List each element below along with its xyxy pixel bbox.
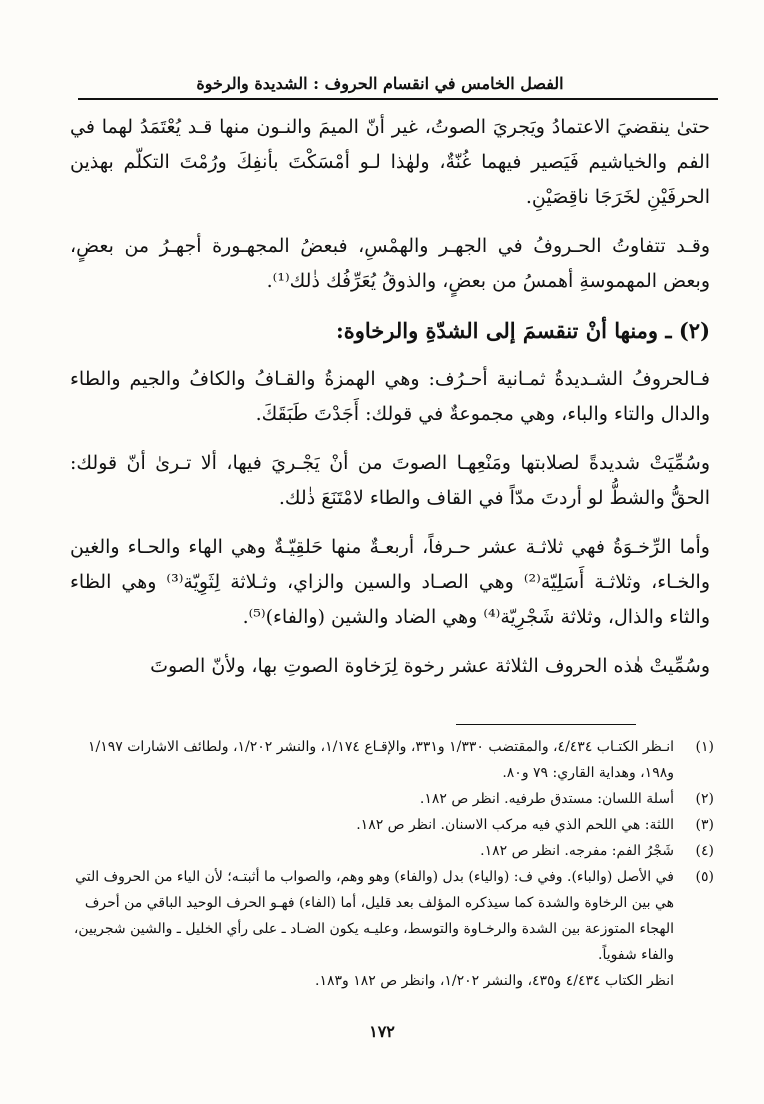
footnote-number: (٤) bbox=[695, 843, 714, 859]
section-heading: (٢) ـ ومنها أنْ تنقسمَ إلى الشدّةِ والرخاوة: bbox=[335, 318, 710, 343]
footnote-text: اللثة: هي اللحم الذي فيه مركب الاسنان. انظر ص ١٨٢. bbox=[356, 817, 674, 833]
paragraph: وسُمِّيتْ هٰذه الحروف الثلاثة عشر رخوة لِرَخاوة الصوتِ بها، ولأنّ الصوتَ bbox=[150, 655, 710, 677]
footnote-text: في الأصل (والباء). وفي ف: (والياء) بدل (والفاء) وهو وهم، والصواب ما أثبتـه؛ لأن الياء من الحروف التي هي بين الرخاوة والشدة كما سيذكره المؤلف بعد قليل، أما (الفاء) فهـو الحرف الوحيد الباقي من أحرف الهجاء المتوزعة بين الشدة والرخـاوة والتوسط، وعليـه يكون الضـاد ـ على رأي الخليل ـ والشين شجريين، والفاء شفوياً. bbox=[73, 869, 674, 963]
paragraph: فـالحروفُ الشـديدةُ ثمـانية أحـرُف: وهي الهمزةُ والقـافُ والكافُ والجيم والطاء والدال والتاء والباء، وهي مجموعةٌ في قولك: أَجَدْتَ طَبَقَكَ. bbox=[70, 368, 710, 425]
footnote-number: (٣) bbox=[695, 817, 714, 833]
paragraph: حتىٰ ينقضيَ الاعتمادُ ويَجريَ الصوتُ، غير أنّ الميمَ والنـون منها قـد يُعْتَمَدُ لهما في الفم والخياشيم فَيَصير فيهما غُنّةٌ، ولهٰذا لـو أمْسَكْتَ بأنفِكَ ورُمْتَ التكلّم بهذين الحرفَيْنِ لخَرَجَا ناقِصَيْنِ. bbox=[70, 116, 710, 208]
paragraph: وسُمِّيَتْ شديدةً لصلابتها ومَنْعِهـا الصوتَ من أنْ يَجْـريَ فيها، ألا تـرىٰ أنّ قولك: الحقُّ والشطُّ لو أردتَ مدّاً في القاف والطاء لامْتَنَعَ ذٰلك. bbox=[70, 452, 710, 509]
footnote-number: (١) bbox=[695, 739, 714, 755]
footnote bbox=[58, 864, 714, 968]
footnote-rule bbox=[456, 724, 636, 725]
page-number: ١٧٢ bbox=[369, 1022, 395, 1041]
footnote-number: (٢) bbox=[695, 791, 714, 807]
paragraph: وقـد تتفاوتُ الحـروفُ في الجهـر والهمْسِ، فبعضُ المجهـورة أجهـرُ من بعضٍ، وبعض المهموسةِ أهمسُ من بعضٍ، والذوقُ يُعَرِّفُك ذٰلك⁽¹⁾. bbox=[70, 235, 710, 292]
footnote bbox=[58, 838, 714, 864]
paragraph: وأما الرِّخـوَةُ فهي ثلاثـة عشر حـرفاً، أربعـةٌ منها حَلقِيّـةٌ وهي الهاء والحـاء والغين والخـاء، وثلاثـة أَسَلِيّة⁽²⁾ وهي الصـاد والسين والزاي، وثـلاثة لِثَوِيّة⁽³⁾ وهي الظاء والثاء والذال، وثلاثة شَجْرِيّة⁽⁴⁾ وهي الضاد والشين (والفاء)⁽⁵⁾. bbox=[70, 536, 711, 628]
footnote-text: انـظر الكتـاب ٤/٤٣٤، والمقتضب ١/٣٣٠ و٣٣١، والإقـاع ١/١٧٤، والنشر ١/٢٠٢، ولطائف الاشارات ١/١٩٧ و١٩٨، وهداية القاري: ٧٩ و٨٠. bbox=[87, 739, 674, 781]
footnotes bbox=[58, 734, 714, 994]
footnote-text: أسلة اللسان: مستدق طرفيه. انظر ص ١٨٢. bbox=[419, 791, 674, 807]
footnote-continuation: انظر الكتاب ٤/٤٣٤ و٤٣٥، والنشر ١/٢٠٢، وانظر ص ١٨٢ و١٨٣. bbox=[315, 973, 674, 989]
main-text bbox=[70, 110, 710, 698]
footnote bbox=[58, 734, 714, 786]
footnote bbox=[58, 786, 714, 812]
page-header-title: الفصل الخامس في انقسام الحروف : الشديدة والرخوة bbox=[196, 74, 564, 93]
footnote bbox=[58, 812, 714, 838]
footnote-number: (٥) bbox=[695, 869, 714, 885]
header-rule bbox=[78, 98, 718, 100]
footnote-text: شَجْرُ الفم: مفرجه. انظر ص ١٨٢. bbox=[480, 843, 674, 859]
